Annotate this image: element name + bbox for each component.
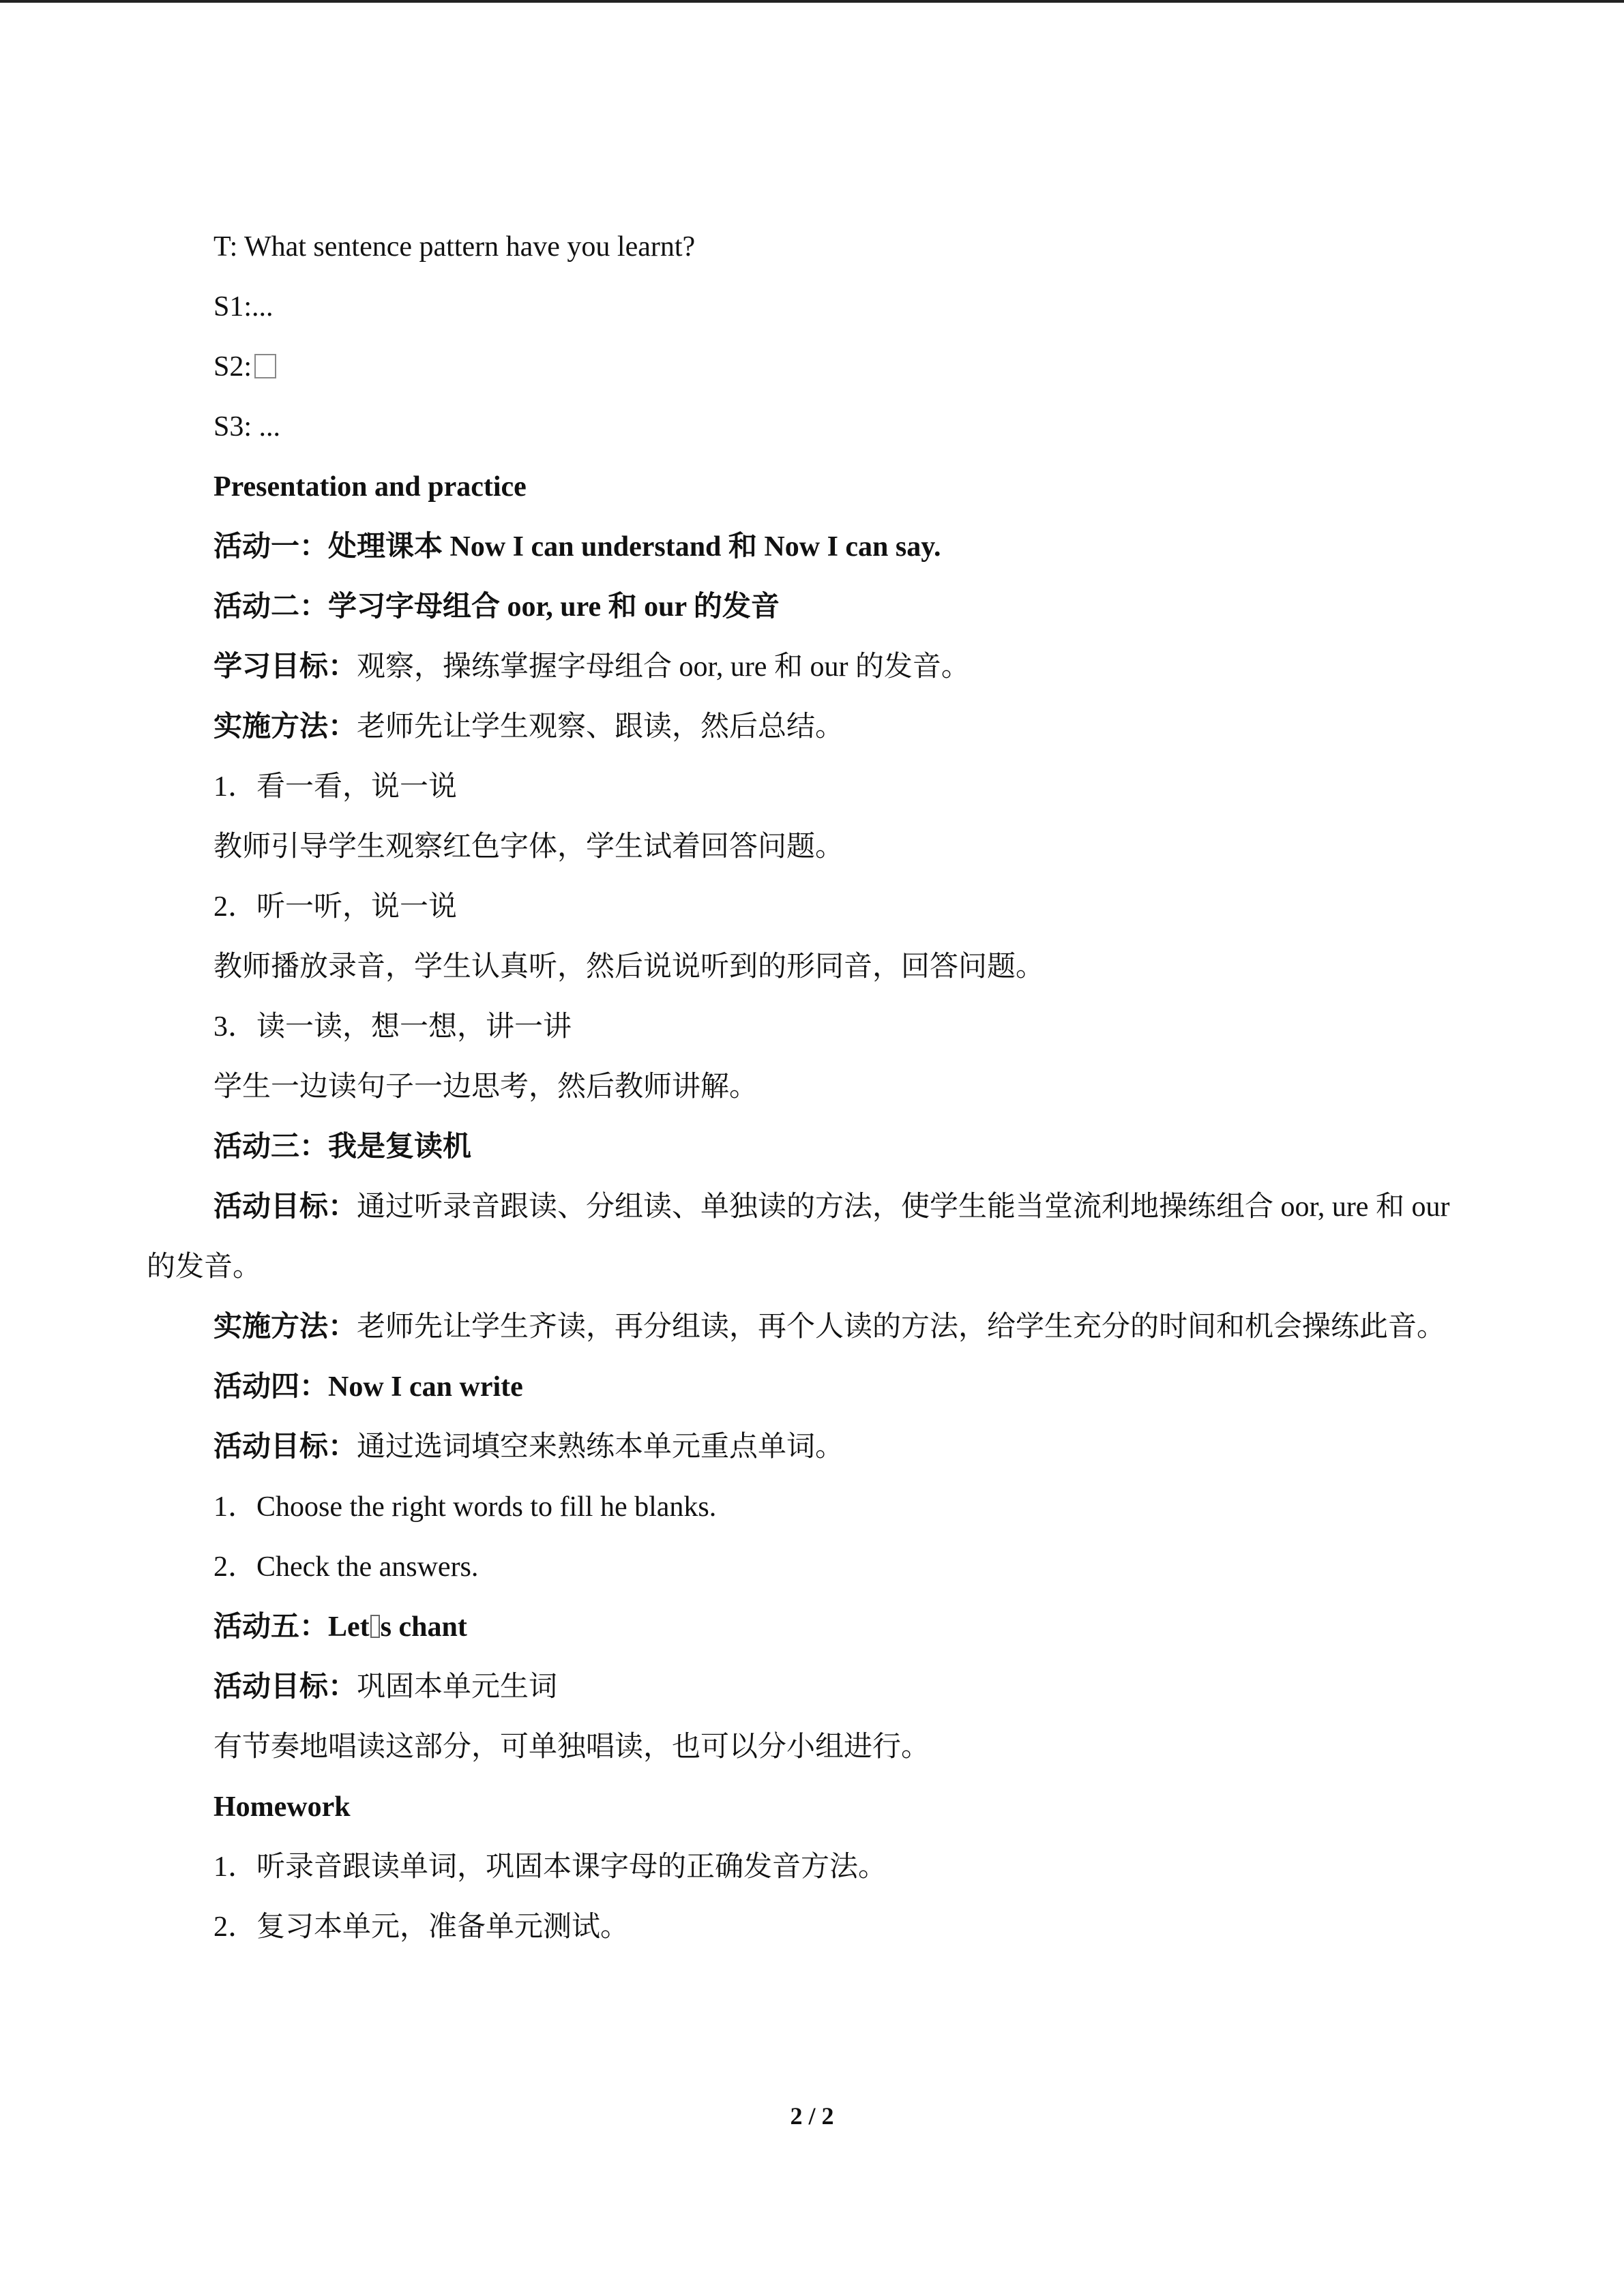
step-listen-and-say-desc: 教师播放录音，学生认真听，然后说说听到的形同音，回答问题。 <box>213 951 1045 983</box>
activity-5-heading-part-1: 活动五：Let <box>213 1611 370 1643</box>
step-look-and-say-desc: 教师引导学生观察红色字体，学生试着回答问题。 <box>213 831 844 863</box>
activity-4-goal-line <box>147 1417 1460 1477</box>
missing-glyph-box <box>254 354 276 378</box>
activity-2-heading: 活动二：学习字母组合 oor, ure 和 our 的发音 <box>213 591 780 623</box>
page-number: 2 / 2 <box>790 2102 834 2130</box>
activity-5-heading <box>147 1597 1460 1657</box>
homework-item-1: 1．听录音跟读单词，巩固本课字母的正确发音方法。 <box>213 1851 887 1883</box>
activity-4-goal-text: 通过选词填空来熟练本单元重点单词。 <box>357 1431 844 1463</box>
step-read-think-explain-desc: 学生一边读句子一边思考，然后教师讲解。 <box>213 1071 758 1103</box>
activity-5-desc: 有节奏地唱读这部分，可单独唱读，也可以分小组进行。 <box>213 1731 930 1763</box>
step-listen-and-say: 2．听一听，说一说 <box>213 891 458 923</box>
activity-4-heading: 活动四：Now I can write <box>213 1371 523 1403</box>
dialogue-teacher-line: T: What sentence pattern have you learnt? <box>213 231 696 263</box>
top-border-line <box>0 0 1624 3</box>
activity-3-goal-label: 活动目标： <box>213 1191 357 1223</box>
method-line-1 <box>147 697 1460 757</box>
activity-3-goal-paragraph <box>147 1177 1460 1297</box>
activity-5-goal-text: 巩固本单元生词 <box>357 1671 558 1703</box>
activity-3-method-paragraph <box>147 1297 1460 1357</box>
activity-5-goal-label: 活动目标： <box>213 1671 357 1703</box>
homework-item-2: 2．复习本单元，准备单元测试。 <box>213 1911 630 1943</box>
activity-4-goal-label: 活动目标： <box>213 1431 357 1463</box>
method-text-1: 老师先让学生观察、跟读，然后总结。 <box>357 711 844 743</box>
dialogue-student-2 <box>147 337 1460 397</box>
document-body <box>147 217 1460 1957</box>
dialogue-student-3: S3: ... <box>213 411 281 443</box>
homework-heading: Homework <box>213 1791 351 1823</box>
activity-5-heading-part-2: s chant <box>380 1611 467 1643</box>
activity-3-method-text: 老师先让学生齐读，再分组读，再个人读的方法，给学生充分的时间和机会操练此音。 <box>357 1311 1446 1343</box>
method-label-1: 实施方法： <box>213 711 357 743</box>
activity-4-step-2: 2．Check the answers. <box>213 1551 479 1583</box>
activity-1-heading: 活动一：处理课本 Now I can understand 和 Now I can say. <box>213 531 941 563</box>
step-read-think-explain: 3．读一读，想一想，讲一讲 <box>213 1011 572 1043</box>
learning-goal-label: 学习目标： <box>213 651 357 683</box>
activity-3-method-label: 实施方法： <box>213 1311 357 1343</box>
step-look-and-say: 1．看一看，说一说 <box>213 771 458 803</box>
activity-3-goal-text: 通过听录音跟读、分组读、单独读的方法，使学生能当堂流利地操练组合 oor, ure 和 our 的发音。 <box>147 1191 1450 1283</box>
learning-goal-text: 观察，操练掌握字母组合 oor, ure 和 our 的发音。 <box>357 651 970 683</box>
learning-goal-line <box>147 637 1460 697</box>
section-heading-presentation: Presentation and practice <box>213 471 527 503</box>
missing-apostrophe-box <box>370 1615 380 1638</box>
activity-3-heading: 活动三：我是复读机 <box>213 1131 472 1163</box>
activity-5-goal-line <box>147 1657 1460 1717</box>
activity-4-step-1: 1．Choose the right words to fill he blanks. <box>213 1491 717 1523</box>
dialogue-student-2-text: S2: <box>213 351 252 383</box>
dialogue-student-1: S1:... <box>213 291 274 323</box>
